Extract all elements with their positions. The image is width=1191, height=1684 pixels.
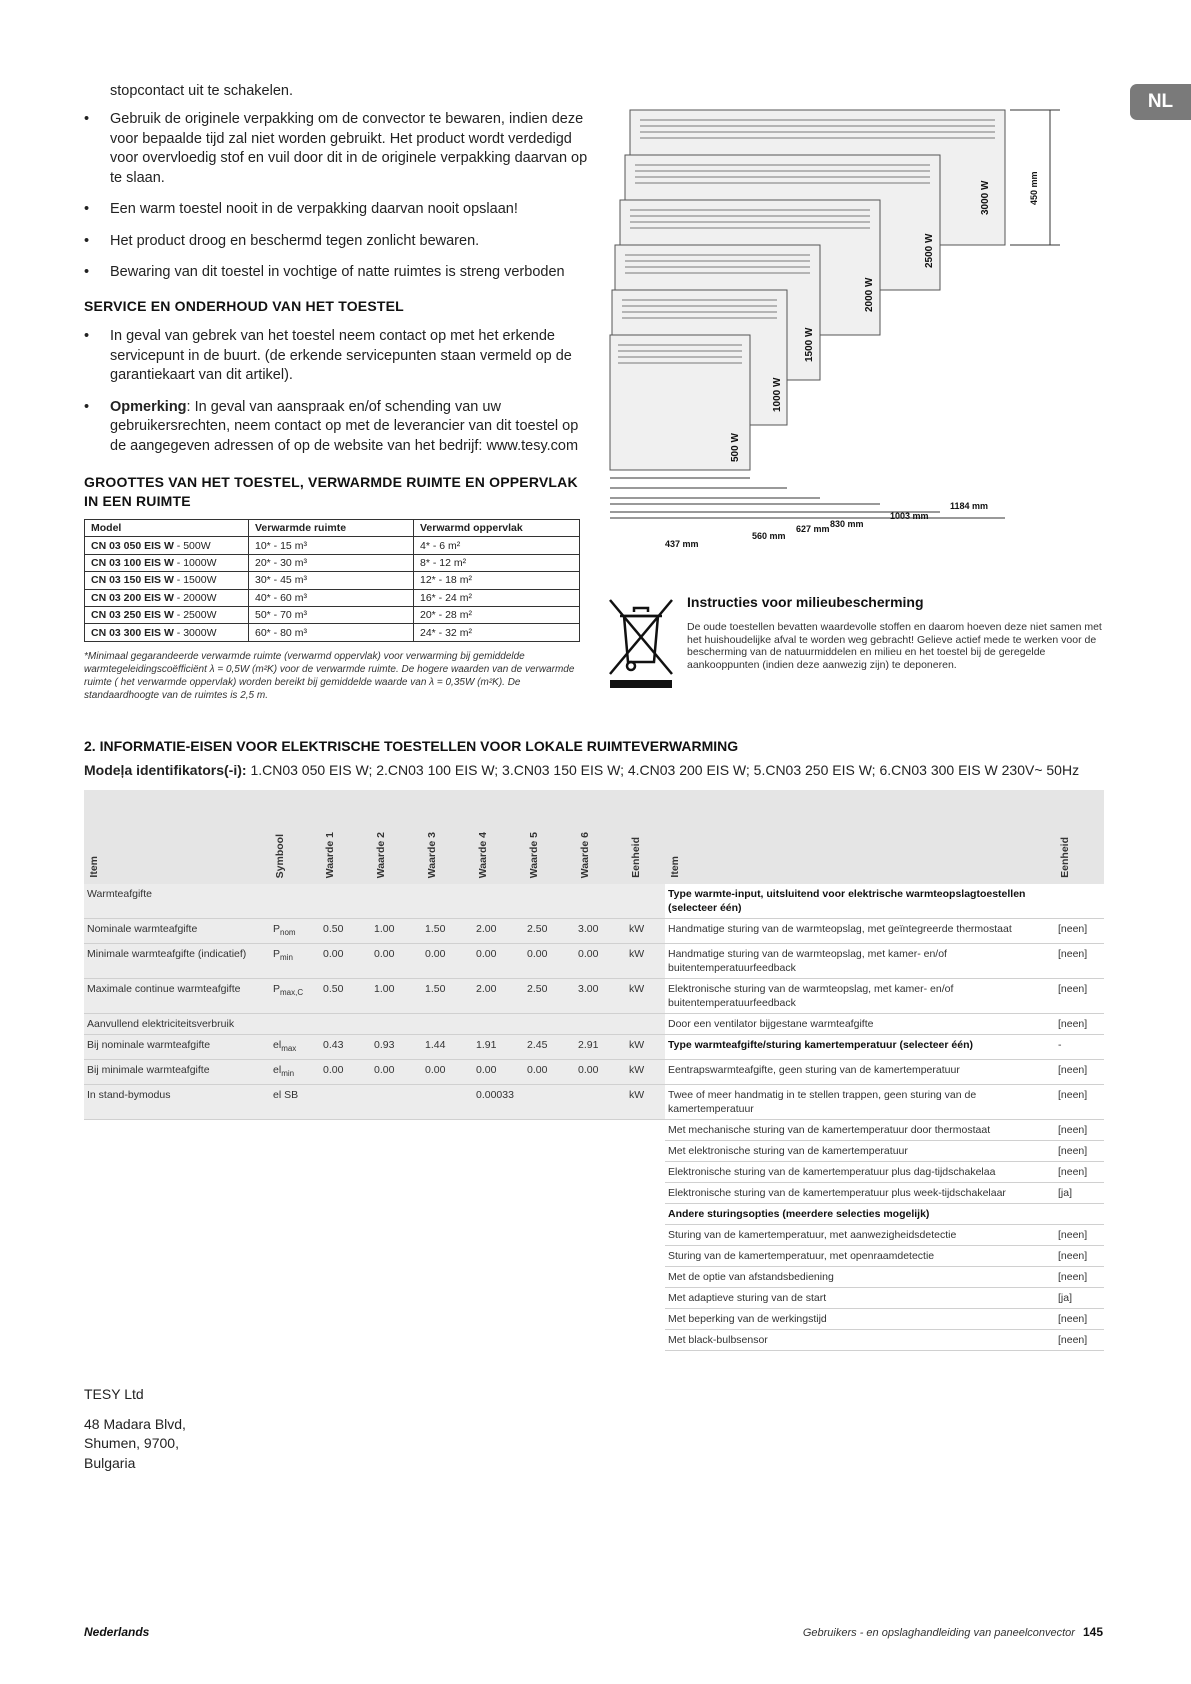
- erp-value: 0.00: [422, 944, 473, 979]
- room-cell: 50* - 70 m³: [249, 606, 414, 623]
- erp-value: [422, 884, 473, 919]
- erp-right-item: Met elektronische sturing van de kamertemperatuur: [665, 1141, 1055, 1162]
- width-label-830: 830 mm: [830, 519, 864, 529]
- erp-value: 0.00: [422, 1060, 473, 1085]
- width-label-1184: 1184 mm: [950, 501, 989, 511]
- erp-row: [84, 979, 1104, 1014]
- footer-language: Nederlands: [84, 1625, 150, 1639]
- erp-row: [84, 1246, 1104, 1267]
- erp-row: [84, 1162, 1104, 1183]
- size-row: [85, 589, 580, 606]
- area-cell: 12* - 18 m²: [414, 572, 580, 589]
- erp-value: [371, 1085, 422, 1120]
- hdr-waarde3: Waarde 3: [426, 831, 438, 878]
- sizes-heading-line2: IN EEN RUIMTE: [84, 493, 191, 509]
- erp-value: [524, 1085, 575, 1120]
- storage-bullets: [84, 110, 589, 295]
- bullet-item: [84, 398, 589, 457]
- company-address: [84, 1385, 186, 1473]
- footer-manual-title: Gebruikers - en opslaghandleiding van paneelconvector: [802, 1627, 1075, 1639]
- erp-value: 1.44: [422, 1035, 473, 1060]
- erp-value: 0.93: [371, 1035, 422, 1060]
- erp-symbol: $P_{nom}$: [270, 919, 320, 944]
- erp-value: 3.00: [575, 919, 626, 944]
- erp-value: 0.50: [320, 919, 371, 944]
- erp-value: 0.00: [371, 1060, 422, 1085]
- erp-right-item: Andere sturingsopties (meerdere selecties mogelijk): [665, 1204, 1055, 1225]
- erp-row: [84, 1014, 1104, 1035]
- erp-right-unit: [1055, 1204, 1104, 1225]
- erp-right-unit: [neen]: [1055, 1014, 1104, 1035]
- erp-unit: kW: [626, 979, 665, 1014]
- model-cell: CN 03 300 EIS W - 3000W: [85, 624, 249, 641]
- erp-row: [84, 1330, 1104, 1351]
- erp-value: [575, 1085, 626, 1120]
- erp-right-item: Met black-bulbsensor: [665, 1330, 1055, 1351]
- size-row: [85, 606, 580, 623]
- erp-value: [524, 884, 575, 919]
- erp-symbol: [270, 1014, 320, 1035]
- erp-right-item: Met beperking van de werkingstijd: [665, 1309, 1055, 1330]
- erp-value: 0.00: [473, 944, 524, 979]
- erp-value: 0.00033: [473, 1085, 524, 1120]
- service-heading: SERVICE EN ONDERHOUD VAN HET TOESTEL: [84, 298, 404, 314]
- erp-right-item: Sturing van de kamertemperatuur, met aanwezigheidsdetectie: [665, 1225, 1055, 1246]
- model-cell: CN 03 100 EIS W - 1000W: [85, 554, 249, 571]
- height-label: 450 mm: [1029, 171, 1039, 205]
- erp-value: 0.00: [575, 944, 626, 979]
- service-bullets: [84, 327, 589, 468]
- erp-row: [84, 1204, 1104, 1225]
- erp-value: 0.00: [524, 944, 575, 979]
- power-label-2500: 2500 W: [924, 233, 935, 268]
- bullet-item: • Het product droog en beschermd tegen zonlicht bewaren.: [84, 232, 589, 252]
- model-cell: CN 03 150 EIS W - 1500W: [85, 572, 249, 589]
- erp-value: 2.00: [473, 979, 524, 1014]
- col-model: Model: [85, 520, 249, 537]
- erp-value: 0.43: [320, 1035, 371, 1060]
- hdr-waarde2: Waarde 2: [375, 831, 387, 878]
- erp-right-unit: [neen]: [1055, 1267, 1104, 1288]
- erp-right-item: Elektronische sturing van de warmteopslag, met kamer- en/of buitentemperatuurfeedback: [665, 979, 1055, 1014]
- size-row: [85, 624, 580, 641]
- erp-value: [371, 884, 422, 919]
- erp-row: [84, 1035, 1104, 1060]
- address-line: Shumen, 9700,: [84, 1435, 179, 1451]
- erp-unit: kW: [626, 1085, 665, 1120]
- erp-symbol: $el_{max}$: [270, 1035, 320, 1060]
- hdr-waarde6: Waarde 6: [579, 831, 591, 878]
- erp-right-unit: [ja]: [1055, 1183, 1104, 1204]
- room-cell: 10* - 15 m³: [249, 537, 414, 554]
- models-label: Modeļa identifikators(-i):: [84, 762, 247, 778]
- erp-row: [84, 919, 1104, 944]
- hdr-waarde4: Waarde 4: [477, 831, 489, 878]
- erp-value: [524, 1014, 575, 1035]
- erp-right-item: Elektronische sturing van de kamertemperatuur plus dag-tijdschakelaa: [665, 1162, 1055, 1183]
- erp-right-unit: [neen]: [1055, 1085, 1104, 1120]
- erp-right-item: Twee of meer handmatig in te stellen trappen, geen sturing van de kamertemperatuur: [665, 1085, 1055, 1120]
- area-cell: 8* - 12 m²: [414, 554, 580, 571]
- erp-left-item: Bij minimale warmteafgifte: [84, 1060, 270, 1085]
- erp-value: 0.00: [473, 1060, 524, 1085]
- section2-title: 2. INFORMATIE-EISEN VOOR ELEKTRISCHE TOESTELLEN VOOR LOKALE RUIMTEVERWARMING: [84, 738, 739, 754]
- erp-value: 2.91: [575, 1035, 626, 1060]
- footer-title: [803, 1625, 1103, 1639]
- size-footnote: *Minimaal gegarandeerde verwarmde ruimte (verwarmd oppervlak) voor verwarming bij gemiddelde warmtegeleidingscoëfficiënt λ = 0,5W (m²K) voor de verwarmde ruimte. De hogere waarden van de verwarmde ruimte ( het verwarmde oppervlak) worden bereikt bij gemiddelde waarde van λ = 0,35W (m²K). De standaardhoogte van de ruimtes is 2,5 m.: [84, 651, 575, 701]
- area-cell: 4* - 6 m²: [414, 537, 580, 554]
- erp-unit: [626, 884, 665, 919]
- power-label-1000: 1000 W: [772, 377, 783, 412]
- erp-row: [84, 1085, 1104, 1120]
- erp-left-item: Maximale continue warmteafgifte: [84, 979, 270, 1014]
- erp-right-unit: [neen]: [1055, 1330, 1104, 1351]
- erp-value: 2.00: [473, 919, 524, 944]
- erp-value: 2.50: [524, 979, 575, 1014]
- width-label-437: 437 mm: [665, 539, 699, 549]
- erp-value: 2.50: [524, 919, 575, 944]
- convector-size-diagram: [600, 100, 1080, 560]
- hdr-eenheid: Eenheid: [630, 837, 642, 878]
- erp-right-item: Eentrapswarmteafgifte, geen sturing van de kamertemperatuur: [665, 1060, 1055, 1085]
- erp-left-item: Bij nominale warmteafgifte: [84, 1035, 270, 1060]
- erp-value: 0.00: [575, 1060, 626, 1085]
- erp-right-unit: [neen]: [1055, 1309, 1104, 1330]
- room-cell: 20* - 30 m³: [249, 554, 414, 571]
- erp-value: 1.00: [371, 919, 422, 944]
- erp-value: 1.00: [371, 979, 422, 1014]
- hdr-item-right: Item: [669, 856, 681, 878]
- intro-line: stopcontact uit te schakelen.: [110, 83, 293, 99]
- erp-value: 1.50: [422, 919, 473, 944]
- language-badge: NL: [1130, 84, 1191, 120]
- erp-left-item: Aanvullend elektriciteitsverbruik: [84, 1014, 270, 1035]
- bullet-item: • Een warm toestel nooit in de verpakking daarvan nooit opslaan!: [84, 200, 589, 220]
- erp-row: [84, 1225, 1104, 1246]
- erp-row: [84, 1288, 1104, 1309]
- erp-value: [422, 1085, 473, 1120]
- erp-value: 1.50: [422, 979, 473, 1014]
- erp-symbol: $P_{max,C}$: [270, 979, 320, 1014]
- erp-right-item: Met adaptieve sturing van de start: [665, 1288, 1055, 1309]
- erp-value: 0.00: [524, 1060, 575, 1085]
- erp-right-unit: [neen]: [1055, 1120, 1104, 1141]
- sizes-heading-line1: GROOTTES VAN HET TOESTEL, VERWARMDE RUIMTE EN OPPERVLAK: [84, 474, 578, 490]
- erp-right-unit: [1055, 884, 1104, 919]
- remark-label: Opmerking: [110, 398, 187, 415]
- erp-right-unit: [neen]: [1055, 1246, 1104, 1267]
- erp-value: 0.00: [371, 944, 422, 979]
- erp-value: [320, 1085, 371, 1120]
- area-cell: 16* - 24 m²: [414, 589, 580, 606]
- erp-value: 0.50: [320, 979, 371, 1014]
- erp-symbol: $el_{min}$: [270, 1060, 320, 1085]
- erp-right-unit: [ja]: [1055, 1288, 1104, 1309]
- models-list: 1.CN03 050 EIS W; 2.CN03 100 EIS W; 3.CN03 150 EIS W; 4.CN03 200 EIS W; 5.CN03 250 EIS W; 6.CN03 300 EIS W 230V~ 50Hz: [246, 762, 1080, 778]
- area-cell: 20* - 28 m²: [414, 606, 580, 623]
- power-label-2000: 2000 W: [864, 277, 875, 312]
- erp-symbol: $P_{min}$: [270, 944, 320, 979]
- erp-left-item: In stand-bymodus: [84, 1085, 270, 1120]
- room-cell: 60* - 80 m³: [249, 624, 414, 641]
- power-label-1500: 1500 W: [804, 327, 815, 362]
- bullet-item: • Gebruik de originele verpakking om de convector te bewaren, indien deze voor bepaalde tijd zal niet worden gebruikt. Het product wordt verdedigd voor overvloedig stof en vuil door dit in de originele verpakking daarvan op te slaan.: [84, 110, 589, 188]
- erp-row: [84, 1309, 1104, 1330]
- erp-value: 1.91: [473, 1035, 524, 1060]
- erp-value: [575, 1014, 626, 1035]
- erp-value: 2.45: [524, 1035, 575, 1060]
- erp-right-unit: [neen]: [1055, 979, 1104, 1014]
- erp-right-item: Met de optie van afstandsbediening: [665, 1267, 1055, 1288]
- erp-value: [575, 884, 626, 919]
- room-cell: 40* - 60 m³: [249, 589, 414, 606]
- erp-value: [473, 884, 524, 919]
- erp-row: [84, 1183, 1104, 1204]
- hdr-eenheid-right: Eenheid: [1059, 837, 1071, 878]
- erp-right-unit: [neen]: [1055, 1162, 1104, 1183]
- erp-unit: kW: [626, 944, 665, 979]
- width-label-1003: 1003 mm: [890, 511, 929, 521]
- erp-right-unit: [neen]: [1055, 1225, 1104, 1246]
- erp-table: [84, 790, 1104, 1351]
- erp-row: [84, 944, 1104, 979]
- erp-unit: [626, 1014, 665, 1035]
- erp-right-unit: [neen]: [1055, 1060, 1104, 1085]
- erp-left-item: Nominale warmteafgifte: [84, 919, 270, 944]
- col-area: Verwarmd oppervlak: [414, 520, 580, 537]
- erp-value: [320, 1014, 371, 1035]
- model-cell: CN 03 050 EIS W - 500W: [85, 537, 249, 554]
- weee-bin-icon: [606, 596, 676, 690]
- hdr-item: Item: [88, 856, 100, 878]
- erp-value: [320, 884, 371, 919]
- env-title: Instructies voor milieubescherming: [687, 594, 924, 610]
- model-cell: CN 03 200 EIS W - 2000W: [85, 589, 249, 606]
- erp-right-unit: -: [1055, 1035, 1104, 1060]
- erp-right-item: Handmatige sturing van de warmteopslag, met kamer- en/of buitentemperatuurfeedback: [665, 944, 1055, 979]
- erp-symbol: [270, 884, 320, 919]
- erp-row: [84, 1141, 1104, 1162]
- address-line: 48 Madara Blvd,: [84, 1415, 186, 1432]
- erp-header-row: [84, 790, 1104, 884]
- hdr-symbool: Symbool: [274, 833, 286, 878]
- col-room: Verwarmde ruimte: [249, 520, 414, 537]
- size-row: [85, 537, 580, 554]
- hdr-waarde1: Waarde 1: [324, 831, 336, 878]
- model-cell: CN 03 250 EIS W - 2500W: [85, 606, 249, 623]
- size-row: [85, 572, 580, 589]
- width-label-560: 560 mm: [752, 531, 786, 541]
- erp-right-item: Elektronische sturing van de kamertemperatuur plus week-tijdschakelaar: [665, 1183, 1055, 1204]
- size-table: [84, 519, 580, 642]
- power-label-3000: 3000 W: [980, 180, 991, 215]
- address-line: Bulgaria: [84, 1454, 136, 1471]
- erp-right-unit: [neen]: [1055, 1141, 1104, 1162]
- erp-value: 0.00: [320, 944, 371, 979]
- page-number: 145: [1082, 1625, 1103, 1639]
- erp-value: [371, 1014, 422, 1035]
- erp-left-item: Minimale warmteafgifte (indicatief): [84, 944, 270, 979]
- erp-right-item: Door een ventilator bijgestane warmteafgifte: [665, 1014, 1055, 1035]
- erp-right-item: Sturing van de kamertemperatuur, met openraamdetectie: [665, 1246, 1055, 1267]
- erp-value: [422, 1014, 473, 1035]
- erp-row: [84, 884, 1104, 919]
- erp-symbol: el SB: [270, 1085, 320, 1120]
- erp-row: [84, 1060, 1104, 1085]
- company-name: TESY Ltd: [84, 1386, 144, 1402]
- erp-unit: kW: [626, 919, 665, 944]
- erp-value: [473, 1014, 524, 1035]
- erp-right-item: Handmatige sturing van de warmteopslag, met geïntegreerde thermostaat: [665, 919, 1055, 944]
- erp-right-unit: [neen]: [1055, 944, 1104, 979]
- hdr-waarde5: Waarde 5: [528, 831, 540, 878]
- erp-row: [84, 1120, 1104, 1141]
- erp-value: 0.00: [320, 1060, 371, 1085]
- convector-500w: [610, 335, 750, 470]
- room-cell: 30* - 45 m³: [249, 572, 414, 589]
- width-label-627: 627 mm: [796, 524, 830, 534]
- erp-right-item: Met mechanische sturing van de kamertemperatuur door thermostaat: [665, 1120, 1055, 1141]
- erp-unit: kW: [626, 1035, 665, 1060]
- env-text: De oude toestellen bevatten waardevolle stoffen en daarom hoeven deze niet samen met het huishoudelijke afval te worden weg gebracht! Gelieve actief mede te werken voor de bescherming van de natuurmiddelen en milieu en het toestel bij de geregelde aankooppunten (indien deze aanwezig zijn) te deponeren.: [687, 621, 1102, 671]
- power-label-500: 500 W: [730, 433, 741, 462]
- size-row: [85, 554, 580, 571]
- erp-right-item: Type warmteafgifte/sturing kamertemperatuur (selecteer één): [665, 1035, 1055, 1060]
- section2-models: [84, 762, 1079, 778]
- erp-row: [84, 1267, 1104, 1288]
- erp-value: 3.00: [575, 979, 626, 1014]
- bullet-item: • Bewaring van dit toestel in vochtige of natte ruimtes is streng verboden: [84, 263, 589, 283]
- erp-left-item: Warmteafgifte: [84, 884, 270, 919]
- erp-unit: kW: [626, 1060, 665, 1085]
- erp-right-unit: [neen]: [1055, 919, 1104, 944]
- bullet-item: • In geval van gebrek van het toestel neem contact op met het erkende servicepunt in de buurt. (de erkende servicepunten staan vermeld op de garantiekaart van dit artikel).: [84, 327, 589, 386]
- remark-text: : In geval van aanspraak en/of schending van uw gebruikersrechten, neem contact op met de leverancier van dit toestel op de aangegeven adressen of op de website van het bedrijf: www.tesy.com: [110, 398, 579, 454]
- area-cell: 24* - 32 m²: [414, 624, 580, 641]
- erp-right-item: Type warmte-input, uitsluitend voor elektrische warmteopslagtoestellen (selecteer één): [665, 884, 1055, 919]
